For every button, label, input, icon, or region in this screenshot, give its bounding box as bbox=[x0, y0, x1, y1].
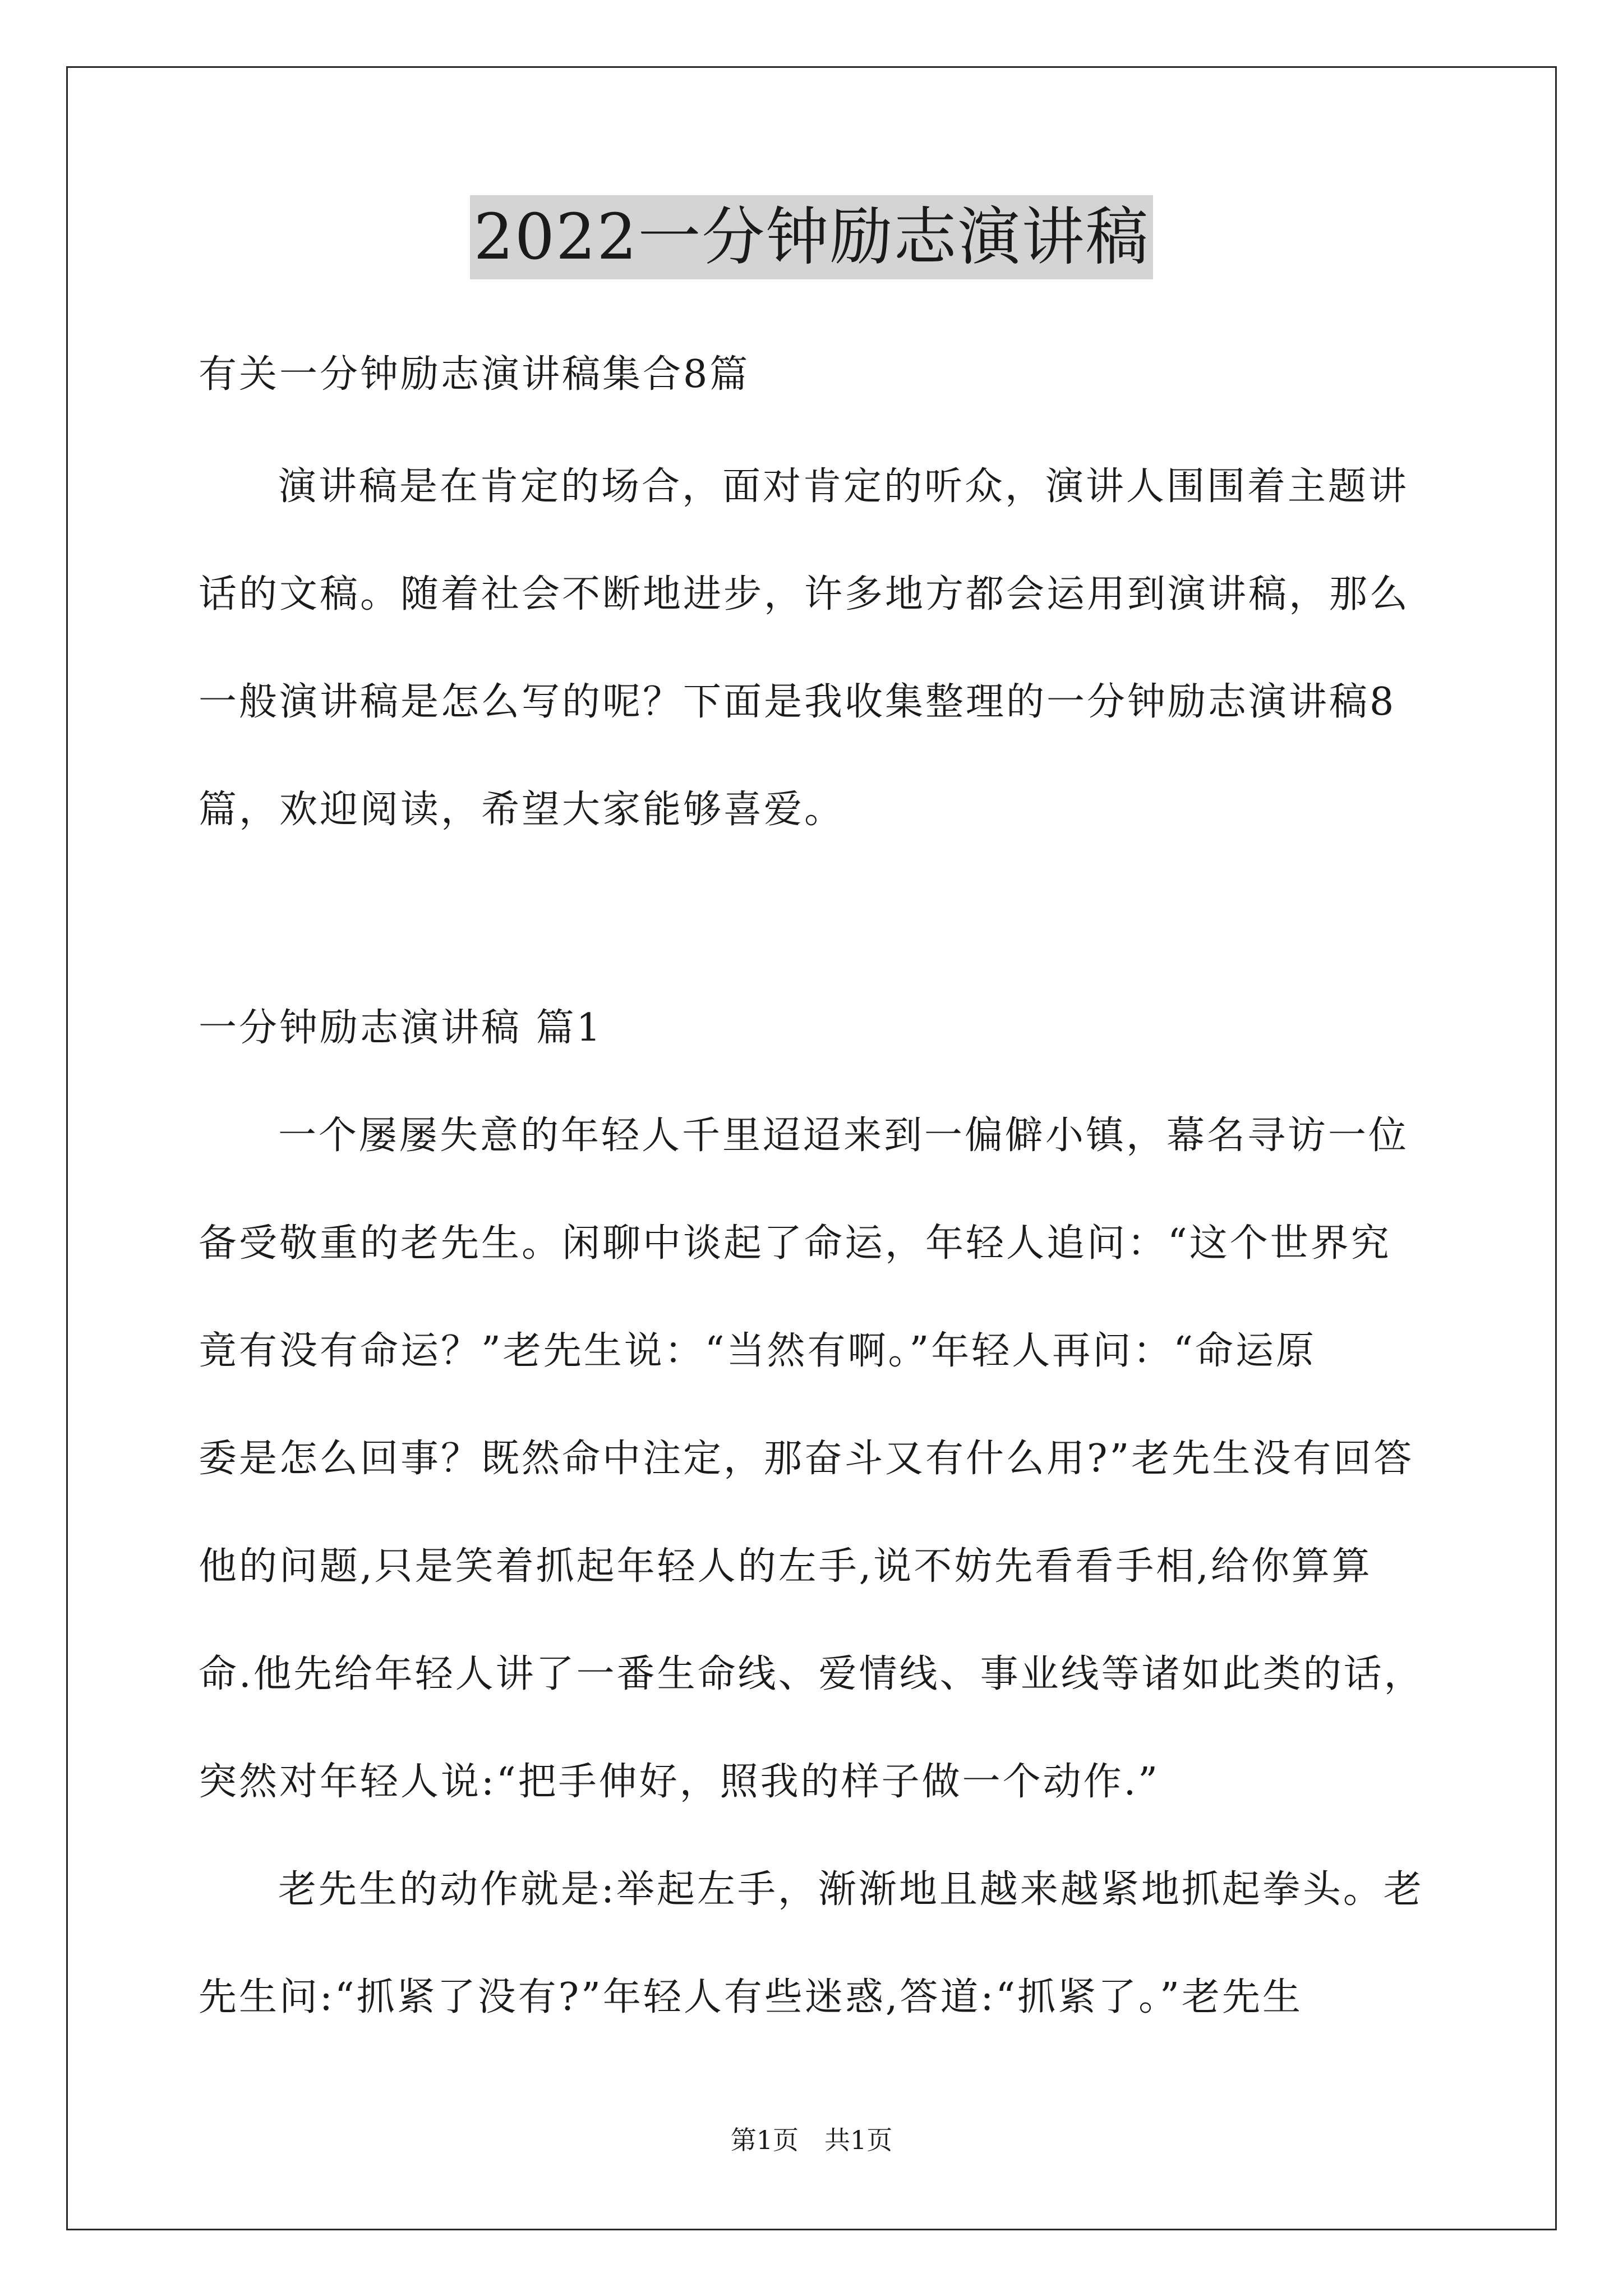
paragraph2-line-2: 先生问:“抓紧了没有?”年轻人有些迷惑,答道:“抓紧了。”老先生 bbox=[199, 1975, 1303, 2019]
title-container bbox=[0, 195, 1623, 279]
paragraph2-line-1: 老先生的动作就是:举起左手，渐渐地且越来越紧地抓起拳头。老 bbox=[278, 1867, 1424, 1912]
paragraph1-line-1: 一个屡屡失意的年轻人千里迢迢来到一偏僻小镇，幕名寻访一位 bbox=[278, 1114, 1409, 1158]
paragraph1-line-5: 他的问题,只是笑着抓起年轻人的左手,说不妨先看看手相,给你算算 bbox=[199, 1544, 1372, 1589]
paragraph1-line-3: 竟有没有命运？”老先生说：“当然有啊。”年轻人再问：“命运原 bbox=[199, 1329, 1317, 1373]
section-heading: 一分钟励志演讲稿 篇1 bbox=[199, 1006, 603, 1050]
paragraph1-line-2: 备受敬重的老先生。闲聊中谈起了命运，年轻人追问：“这个世界究 bbox=[199, 1221, 1391, 1266]
intro-line-1: 演讲稿是在肯定的场合，面对肯定的听众，演讲人围围着主题讲 bbox=[278, 464, 1409, 509]
paragraph1-line-7: 突然对年轻人说:“把手伸好，照我的样子做一个动作.” bbox=[199, 1760, 1160, 1804]
document-subtitle: 有关一分钟励志演讲稿集合8篇 bbox=[199, 352, 750, 397]
paragraph1-line-6: 命.他先给年轻人讲了一番生命线、爱情线、事业线等诸如此类的话， bbox=[199, 1652, 1424, 1696]
page-number-footer: 第1页 共1页 bbox=[730, 2125, 893, 2155]
intro-line-3: 一般演讲稿是怎么写的呢？下面是我收集整理的一分钟励志演讲稿8 bbox=[199, 680, 1396, 724]
paragraph1-line-4: 委是怎么回事？既然命中注定，那奋斗又有什么用?”老先生没有回答 bbox=[199, 1437, 1414, 1481]
intro-line-4: 篇，欢迎阅读，希望大家能够喜爱。 bbox=[199, 788, 845, 832]
intro-line-2: 话的文稿。随着社会不断地进步，许多地方都会运用到演讲稿，那么 bbox=[199, 572, 1410, 616]
document-title: 2022一分钟励志演讲稿 bbox=[470, 195, 1152, 279]
